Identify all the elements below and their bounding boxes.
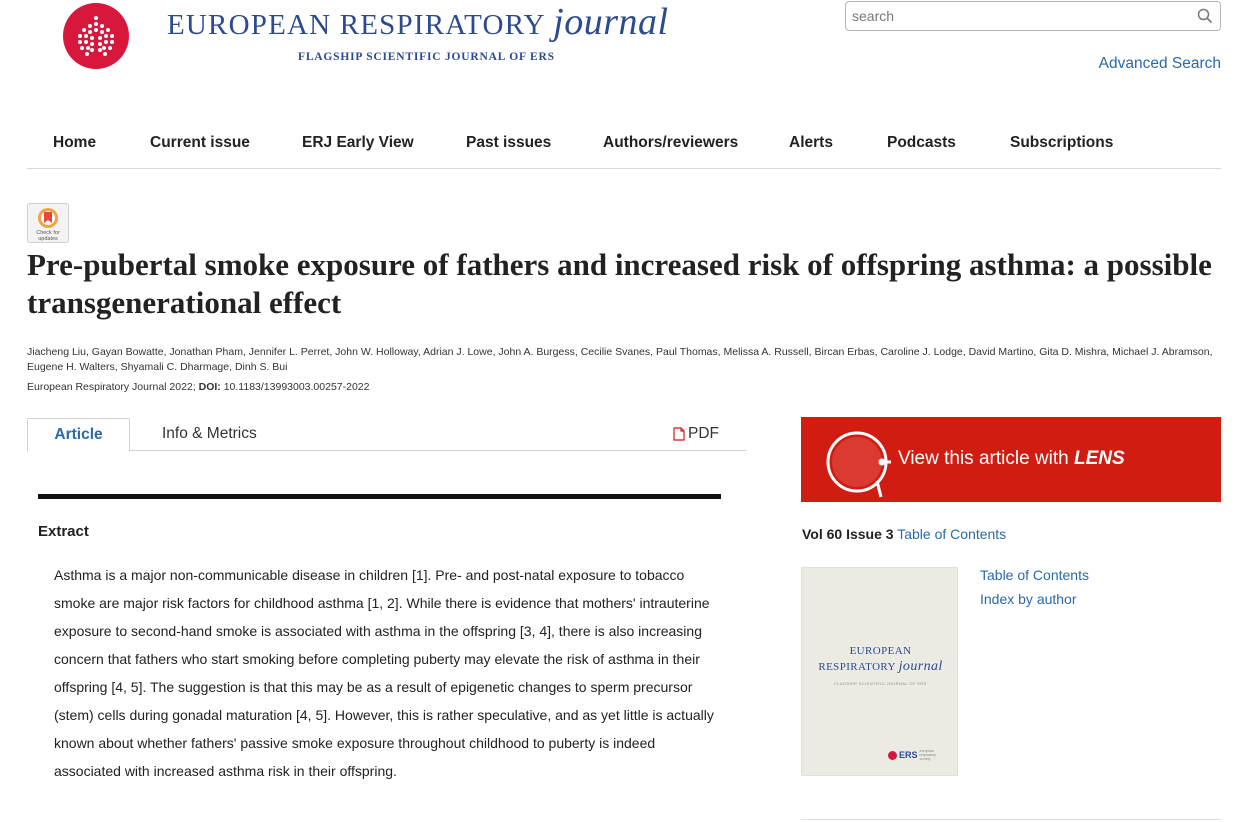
sidebar-divider: [801, 819, 1221, 820]
nav-erj-early-view[interactable]: ERJ Early View: [302, 134, 414, 151]
pdf-file-icon: [673, 427, 685, 441]
search-icon[interactable]: [1197, 8, 1213, 24]
nav-podcasts[interactable]: Podcasts: [887, 134, 956, 151]
tab-article[interactable]: Article: [27, 418, 130, 452]
volume-issue: Vol 60 Issue 3: [802, 526, 894, 542]
brand-title[interactable]: [167, 0, 669, 44]
ers-dot-icon: [888, 751, 897, 760]
extract-heading: Extract: [38, 523, 89, 540]
cover-tagline: FLAGSHIP SCIENTIFIC JOURNAL OF ERS: [834, 681, 927, 686]
tab-info-metrics[interactable]: Info & Metrics: [162, 425, 257, 442]
volume-issue-line: [802, 526, 1006, 542]
lens-banner-text: [898, 448, 1125, 470]
advanced-search-link[interactable]: Advanced Search: [1098, 55, 1221, 72]
index-by-author-link[interactable]: Index by author: [980, 591, 1077, 607]
lens-circle-icon: [819, 425, 899, 505]
cover-title-journal: journal: [898, 659, 943, 674]
tab-pdf-label: PDF: [688, 425, 719, 442]
lens-brand: LENS: [1074, 448, 1125, 469]
toc-inline-link[interactable]: Table of Contents: [897, 526, 1007, 542]
crossmark-icon: [37, 207, 59, 229]
issue-cover-image[interactable]: [801, 567, 958, 776]
cover-ers-logo: [888, 749, 946, 761]
nav-alerts[interactable]: Alerts: [789, 134, 833, 151]
cover-ers-text: ERS: [899, 750, 918, 760]
cover-title-line1: EUROPEAN: [849, 645, 912, 657]
cover-title: [802, 644, 959, 675]
crossmark-label: Check for updates: [36, 230, 60, 242]
section-divider: [38, 494, 721, 499]
nav-past-issues[interactable]: Past issues: [466, 134, 552, 151]
toc-link[interactable]: Table of Contents: [980, 567, 1089, 583]
brand-title-text: EUROPEAN RESPIRATORY: [167, 9, 545, 41]
brand-journal-text: journal: [553, 1, 669, 43]
brand-subtitle: FLAGSHIP SCIENTIFIC JOURNAL OF ERS: [298, 51, 555, 63]
lens-text-prefix: View this article with: [898, 448, 1069, 469]
nav-authors-reviewers[interactable]: Authors/reviewers: [603, 134, 739, 151]
doi-label: DOI:: [198, 381, 221, 393]
citation-journal: European Respiratory Journal 2022;: [27, 381, 196, 393]
nav-current-issue[interactable]: Current issue: [150, 134, 250, 151]
check-for-updates-badge[interactable]: [27, 203, 69, 243]
doi-value: 10.1183/13993003.00257-2022: [223, 381, 370, 393]
main-nav: [27, 126, 1221, 169]
nav-home[interactable]: Home: [53, 134, 97, 151]
nav-subscriptions[interactable]: Subscriptions: [1010, 134, 1114, 151]
article-tabs: [27, 418, 747, 451]
lungs-dots-icon: [73, 13, 119, 59]
citation-line: [27, 381, 369, 393]
extract-text: Asthma is a major non-communicable disease in children [1]. Pre- and post-natal exposure to tobacco smoke are major risk factors for childhood asthma [1, 2]. While there is evidence that mothers' intrauterine exposure to second-hand smoke is associated with asthma in the offspring [3, 4], there is also increasing concern that fathers who start smoking before completing puberty may elevate the risk of asthma in their offspring [4, 5]. The suggestion is that this may be as a result of epigenetic changes to sperm precursor (stem) cells during gonadal maturation [4, 5]. However, this is rather speculative, and as yet little is actually known about whether fathers' passive smoke exposure throughout childhood to puberty is indeed associated with increased asthma risk in their offspring.: [54, 567, 714, 779]
cover-ers-small: european respiratory society: [919, 749, 937, 761]
author-list[interactable]: Jiacheng Liu, Gayan Bowatte, Jonathan Pham, Jennifer L. Perret, John W. Holloway, Adrian J. Lowe, John A. Burgess, Cecilie Svanes, Paul Thomas, Melissa A. Russell, Bircan Erbas, Caroline J. Lodge, David Martino, Gita D. Mishra, Michael J. Abramson, Eugene H. Walters, Shyamali C. Dharmage, Dinh S. Bui: [27, 346, 1213, 373]
lens-banner[interactable]: [801, 417, 1221, 502]
cover-title-line2: RESPIRATORY: [818, 661, 896, 673]
search-input[interactable]: [846, 2, 1186, 30]
article-title: Pre-pubertal smoke exposure of fathers and increased risk of offspring asthma: a possible transgenerational effect: [27, 247, 1212, 320]
search-box: [845, 1, 1221, 31]
tab-pdf[interactable]: [673, 418, 719, 450]
ers-logo[interactable]: [63, 3, 129, 69]
